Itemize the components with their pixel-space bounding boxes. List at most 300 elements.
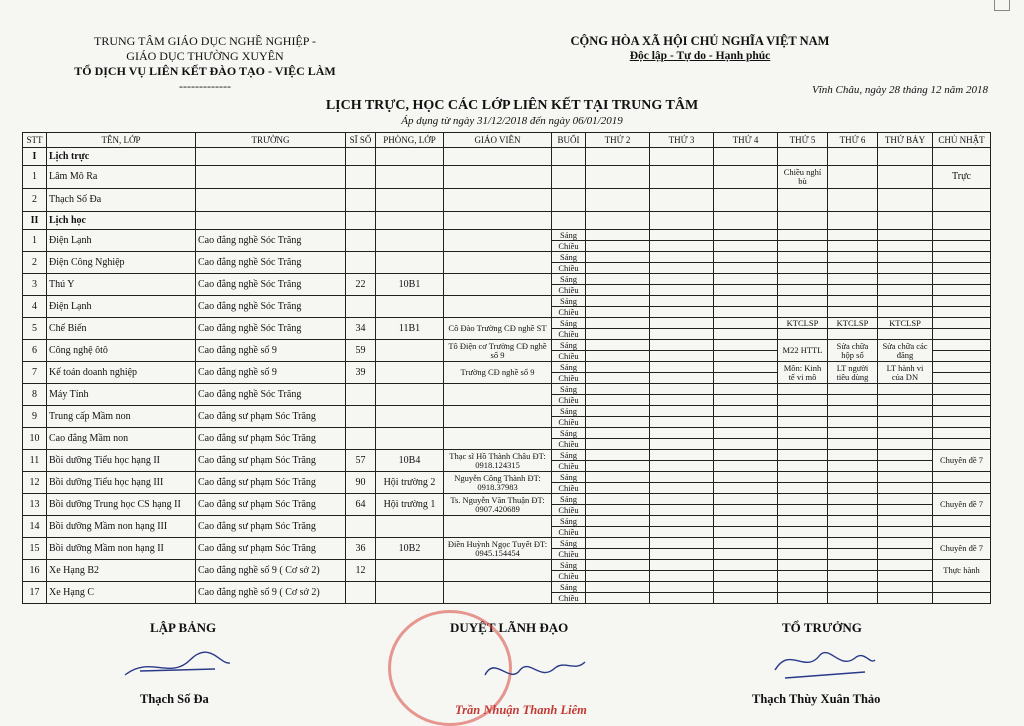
table-cell: [586, 483, 650, 494]
table-cell: [586, 494, 650, 505]
table-cell: [586, 285, 650, 296]
table-cell: [650, 274, 714, 285]
table-cell: [650, 571, 714, 582]
name-cell: Thạch Số Đa: [47, 189, 196, 212]
table-cell: [586, 318, 650, 329]
table-cell: [933, 439, 991, 450]
table-cell: [933, 395, 991, 406]
teacher-cell: [444, 274, 552, 296]
table-cell: [650, 593, 714, 604]
team-leader-title: TỔ TRƯỞNG: [782, 620, 862, 635]
table-cell: [933, 351, 991, 362]
table-cell: [828, 274, 878, 285]
table-cell: [828, 166, 878, 189]
school-name: Cao đẳng nghề Sóc Trăng: [196, 274, 346, 296]
col-stt: STT: [23, 133, 47, 148]
thu6-cell: LT người tiêu dùng: [828, 362, 878, 384]
table-cell: [650, 241, 714, 252]
school-name: Cao đẳng sư phạm Sóc Trăng: [196, 428, 346, 450]
session-pm: Chiều: [552, 395, 586, 406]
stt-cell: 2: [23, 189, 47, 212]
table-cell: [878, 274, 933, 285]
motto-line: Độc lập - Tự do - Hạnh phúc: [629, 50, 771, 62]
col-truong: TRƯỜNG: [196, 133, 346, 148]
session-am: Sáng: [552, 494, 586, 505]
table-cell: [650, 582, 714, 593]
session-pm: Chiều: [552, 505, 586, 516]
table-cell: [778, 384, 828, 395]
session-pm: Chiều: [552, 571, 586, 582]
table-cell: [586, 439, 650, 450]
table-cell: [828, 582, 878, 593]
table-cell: [714, 166, 778, 189]
table-cell: [650, 189, 714, 212]
count-cell: 34: [346, 318, 376, 340]
signature-right: [770, 640, 880, 685]
table-cell: [933, 318, 991, 329]
table-cell: [714, 538, 778, 549]
table-cell: [933, 329, 991, 340]
table-cell: [714, 417, 778, 428]
table-cell: [878, 582, 933, 593]
school-name: Cao đẳng nghề Sóc Trăng: [196, 230, 346, 252]
table-cell: [933, 362, 991, 373]
count-cell: 90: [346, 472, 376, 494]
table-cell: [714, 582, 778, 593]
class-name: Điện Công Nghiệp: [47, 252, 196, 274]
table-cell: [878, 516, 933, 527]
table-cell: [933, 527, 991, 538]
table-cell: [828, 417, 878, 428]
table-cell: [650, 450, 714, 461]
table-cell: [714, 230, 778, 241]
table-cell: [933, 373, 991, 384]
table-cell: [650, 417, 714, 428]
stt-cell: 10: [23, 428, 47, 450]
table-cell: [778, 241, 828, 252]
section-row: [23, 212, 991, 230]
room-cell: 10B4: [376, 450, 444, 472]
table-cell: [778, 461, 828, 472]
table-cell: [778, 527, 828, 538]
table-cell: [828, 571, 878, 582]
table-cell: [878, 148, 933, 166]
teacher-cell: [444, 582, 552, 604]
col-thu3: THỨ 3: [650, 133, 714, 148]
school-name: Cao đẳng nghề số 9: [196, 362, 346, 384]
table-cell: [878, 296, 933, 307]
stt-cell: 3: [23, 274, 47, 296]
table-cell: [878, 166, 933, 189]
table-cell: [650, 329, 714, 340]
table-cell: [714, 241, 778, 252]
table-cell: [586, 549, 650, 560]
table-cell: [878, 505, 933, 516]
room-cell: [376, 384, 444, 406]
table-cell: [878, 461, 933, 472]
count-cell: 36: [346, 538, 376, 560]
table-cell: [933, 274, 991, 285]
table-cell: [650, 340, 714, 351]
session-am: Sáng: [552, 230, 586, 241]
table-cell: [714, 439, 778, 450]
table-cell: [650, 527, 714, 538]
class-row: [23, 538, 991, 549]
table-cell: [586, 148, 650, 166]
col-ten-lop: TÊN, LỚP: [47, 133, 196, 148]
thu5-cell: [778, 189, 828, 212]
class-row: [23, 494, 991, 505]
table-cell: [878, 538, 933, 549]
class-row: [23, 406, 991, 417]
room-cell: [376, 296, 444, 318]
table-cell: [586, 461, 650, 472]
table-cell: [828, 439, 878, 450]
table-cell: [878, 241, 933, 252]
table-cell: [828, 516, 878, 527]
section-number: II: [23, 212, 47, 230]
table-cell: [878, 571, 933, 582]
stt-cell: 15: [23, 538, 47, 560]
table-cell: [376, 148, 444, 166]
table-cell: [878, 384, 933, 395]
table-cell: [650, 516, 714, 527]
cn-cell: Chuyên đề 7: [933, 450, 991, 472]
table-cell: [586, 362, 650, 373]
count-cell: [346, 582, 376, 604]
table-cell: [586, 560, 650, 571]
table-cell: [552, 166, 586, 189]
stt-cell: 16: [23, 560, 47, 582]
thu6-cell: Sửa chữa hộp số: [828, 340, 878, 362]
col-cn: CHỦ NHẬT: [933, 133, 991, 148]
table-cell: [650, 285, 714, 296]
class-row: [23, 450, 991, 461]
stt-cell: 13: [23, 494, 47, 516]
table-cell: [878, 450, 933, 461]
table-cell: [346, 189, 376, 212]
table-cell: [714, 395, 778, 406]
table-cell: [650, 252, 714, 263]
room-cell: [376, 582, 444, 604]
table-cell: [714, 560, 778, 571]
session-pm: Chiều: [552, 461, 586, 472]
table-cell: [586, 538, 650, 549]
table-cell: [714, 351, 778, 362]
class-row: [23, 428, 991, 439]
stt-cell: 17: [23, 582, 47, 604]
table-cell: [714, 362, 778, 373]
table-cell: [778, 263, 828, 274]
name-cell: Lâm Mô Ra: [47, 166, 196, 189]
table-cell: [714, 252, 778, 263]
session-am: Sáng: [552, 296, 586, 307]
table-cell: [650, 483, 714, 494]
table-cell: [828, 241, 878, 252]
class-name: Chế Biến: [47, 318, 196, 340]
session-am: Sáng: [552, 472, 586, 483]
table-cell: [878, 417, 933, 428]
header-left: [40, 34, 370, 94]
session-am: Sáng: [552, 406, 586, 417]
table-cell: [933, 593, 991, 604]
teacher-cell: Trường CĐ nghề số 9: [444, 362, 552, 384]
table-cell: [828, 212, 878, 230]
school-name: Cao đẳng nghề Sóc Trăng: [196, 384, 346, 406]
document-subtitle: Áp dụng từ ngày 31/12/2018 đến ngày 06/01/2019: [401, 115, 623, 127]
table-cell: [878, 189, 933, 212]
table-cell: [714, 148, 778, 166]
table-cell: [778, 483, 828, 494]
place-date: Vĩnh Châu, ngày 28 tháng 12 năm 2018: [812, 84, 988, 96]
session-pm: Chiều: [552, 417, 586, 428]
table-cell: [878, 252, 933, 263]
table-cell: [444, 148, 552, 166]
table-cell: [828, 329, 878, 340]
table-cell: [650, 318, 714, 329]
room-cell: [376, 516, 444, 538]
table-cell: [586, 351, 650, 362]
table-cell: [778, 428, 828, 439]
table-cell: [933, 241, 991, 252]
count-cell: 64: [346, 494, 376, 516]
table-cell: [878, 560, 933, 571]
table-cell: [586, 189, 650, 212]
table-cell: [933, 230, 991, 241]
table-cell: [650, 384, 714, 395]
table-cell: [778, 582, 828, 593]
approved-by-title: DUYỆT LÃNH ĐẠO: [450, 620, 569, 635]
table-cell: [714, 285, 778, 296]
session-am: Sáng: [552, 318, 586, 329]
table-cell: [778, 417, 828, 428]
col-thu7: THỨ BẢY: [878, 133, 933, 148]
stt-cell: 1: [23, 166, 47, 189]
teacher-cell: Nguyễn Công Thành ĐT: 0918.37983: [444, 472, 552, 494]
table-cell: [933, 340, 991, 351]
table-cell: [714, 274, 778, 285]
table-cell: [586, 274, 650, 285]
class-row: [23, 296, 991, 307]
school-name: Cao đẳng nghề Sóc Trăng: [196, 296, 346, 318]
org-line3: TỔ DỊCH VỤ LIÊN KẾT ĐÀO TẠO - VIỆC LÀM: [74, 64, 336, 78]
class-row: [23, 230, 991, 241]
thu5-cell: M22 HTTL: [778, 340, 828, 362]
table-cell: [828, 494, 878, 505]
stt-cell: 1: [23, 230, 47, 252]
table-cell: [828, 263, 878, 274]
table-cell: [650, 505, 714, 516]
teacher-cell: Ts. Nguyễn Văn Thuận ĐT: 0907.420689: [444, 494, 552, 516]
cn-cell: Thực hành: [933, 560, 991, 582]
class-name: Xe Hạng B2: [47, 560, 196, 582]
table-cell: [444, 189, 552, 212]
table-cell: [586, 166, 650, 189]
table-cell: [878, 439, 933, 450]
table-cell: [650, 560, 714, 571]
table-cell: [828, 505, 878, 516]
class-name: Cao đẳng Mầm non: [47, 428, 196, 450]
table-cell: [878, 212, 933, 230]
cn-cell: Chuyên đề 7: [933, 538, 991, 560]
class-name: Bồi dưỡng Mầm non hạng II: [47, 538, 196, 560]
class-row: [23, 582, 991, 593]
table-cell: [650, 307, 714, 318]
school-name: Cao đẳng sư phạm Sóc Trăng: [196, 406, 346, 428]
table-cell: [878, 406, 933, 417]
table-cell: [933, 472, 991, 483]
table-cell: [778, 212, 828, 230]
table-cell: [878, 263, 933, 274]
count-cell: 57: [346, 450, 376, 472]
table-cell: [552, 148, 586, 166]
school-name: Cao đẳng nghề số 9: [196, 340, 346, 362]
table-cell: [586, 384, 650, 395]
stt-cell: 2: [23, 252, 47, 274]
approved-by-name: Trần Nhuận Thanh Liêm: [455, 703, 587, 717]
section-label: Lịch học: [47, 212, 196, 230]
room-cell: Hội trường 1: [376, 494, 444, 516]
table-cell: [778, 560, 828, 571]
table-cell: [828, 450, 878, 461]
session-am: Sáng: [552, 362, 586, 373]
table-cell: [778, 406, 828, 417]
table-cell: [650, 362, 714, 373]
class-name: Bồi dưỡng Mầm non hạng III: [47, 516, 196, 538]
cn-cell: Chuyên đề 7: [933, 494, 991, 516]
table-cell: [828, 483, 878, 494]
stt-cell: 14: [23, 516, 47, 538]
prepared-by-title: LẬP BẢNG: [150, 620, 217, 635]
table-cell: [196, 212, 346, 230]
col-giao-vien: GIÁO VIÊN: [444, 133, 552, 148]
table-cell: [714, 461, 778, 472]
school-name: Cao đẳng nghề số 9 ( Cơ sở 2): [196, 560, 346, 582]
table-cell: [778, 516, 828, 527]
org-line1: TRUNG TÂM GIÁO DỤC NGHỀ NGHIỆP -: [94, 34, 316, 48]
room-cell: [376, 252, 444, 274]
school-name: Cao đẳng sư phạm Sóc Trăng: [196, 538, 346, 560]
room-cell: 10B2: [376, 538, 444, 560]
table-cell: [828, 560, 878, 571]
table-cell: [586, 307, 650, 318]
table-cell: [650, 296, 714, 307]
cn-cell: Trực: [933, 166, 991, 189]
school-name: Cao đẳng sư phạm Sóc Trăng: [196, 494, 346, 516]
thu7-cell: Sửa chữa các đăng: [878, 340, 933, 362]
teacher-cell: Điền Huỳnh Ngọc Tuyết ĐT: 0945.154454: [444, 538, 552, 560]
session-pm: Chiều: [552, 549, 586, 560]
table-cell: [933, 307, 991, 318]
table-cell: [586, 472, 650, 483]
table-cell: [714, 428, 778, 439]
table-cell: [586, 582, 650, 593]
table-cell: [586, 406, 650, 417]
table-cell: [650, 428, 714, 439]
count-cell: 12: [346, 560, 376, 582]
count-cell: [346, 406, 376, 428]
table-cell: [778, 274, 828, 285]
table-cell: [586, 241, 650, 252]
table-cell: [650, 166, 714, 189]
count-cell: [346, 230, 376, 252]
class-name: Điện Lạnh: [47, 296, 196, 318]
teacher-cell: [444, 516, 552, 538]
table-cell: [650, 494, 714, 505]
col-thu4: THỨ 4: [714, 133, 778, 148]
count-cell: 39: [346, 362, 376, 384]
class-name: Công nghệ ôtô: [47, 340, 196, 362]
table-cell: [828, 593, 878, 604]
table-cell: [828, 285, 878, 296]
corner-mark: [994, 0, 1010, 11]
teacher-cell: [444, 296, 552, 318]
table-cell: [828, 148, 878, 166]
stt-cell: 4: [23, 296, 47, 318]
table-cell: [778, 148, 828, 166]
table-cell: [444, 166, 552, 189]
school-name: Cao đẳng sư phạm Sóc Trăng: [196, 516, 346, 538]
table-cell: [714, 340, 778, 351]
teacher-cell: Cô Đào Trường CĐ nghề ST: [444, 318, 552, 340]
table-cell: [586, 329, 650, 340]
table-cell: [586, 296, 650, 307]
team-leader-name: Thạch Thùy Xuân Thảo: [752, 692, 881, 706]
table-cell: [933, 384, 991, 395]
session-am: Sáng: [552, 538, 586, 549]
session-am: Sáng: [552, 582, 586, 593]
session-pm: Chiều: [552, 527, 586, 538]
table-cell: [586, 505, 650, 516]
table-cell: [828, 296, 878, 307]
table-cell: [586, 230, 650, 241]
table-cell: [828, 406, 878, 417]
table-cell: [586, 212, 650, 230]
table-cell: [778, 549, 828, 560]
table-cell: [933, 296, 991, 307]
teacher-cell: Thạc sĩ Hồ Thành Châu ĐT: 0918.124315: [444, 450, 552, 472]
table-cell: [933, 406, 991, 417]
class-row: [23, 516, 991, 527]
table-cell: [650, 230, 714, 241]
table-cell: [714, 450, 778, 461]
table-cell: [346, 212, 376, 230]
class-name: Bồi dưỡng Trung học CS hạng II: [47, 494, 196, 516]
table-cell: [933, 212, 991, 230]
col-thu5: THỨ 5: [778, 133, 828, 148]
duty-row: [23, 189, 991, 212]
table-cell: [878, 395, 933, 406]
session-am: Sáng: [552, 252, 586, 263]
class-row: [23, 274, 991, 285]
thu7-cell: LT hành vi của DN: [878, 362, 933, 384]
table-cell: [650, 439, 714, 450]
table-cell: [714, 483, 778, 494]
teacher-cell: [444, 230, 552, 252]
table-cell: [714, 505, 778, 516]
room-cell: 10B1: [376, 274, 444, 296]
table-cell: [586, 593, 650, 604]
table-cell: [878, 527, 933, 538]
session-pm: Chiều: [552, 483, 586, 494]
table-cell: [586, 428, 650, 439]
stt-cell: 12: [23, 472, 47, 494]
session-am: Sáng: [552, 428, 586, 439]
col-si-so: SĨ SỐ: [346, 133, 376, 148]
table-cell: [778, 296, 828, 307]
table-cell: [376, 166, 444, 189]
table-cell: [778, 230, 828, 241]
